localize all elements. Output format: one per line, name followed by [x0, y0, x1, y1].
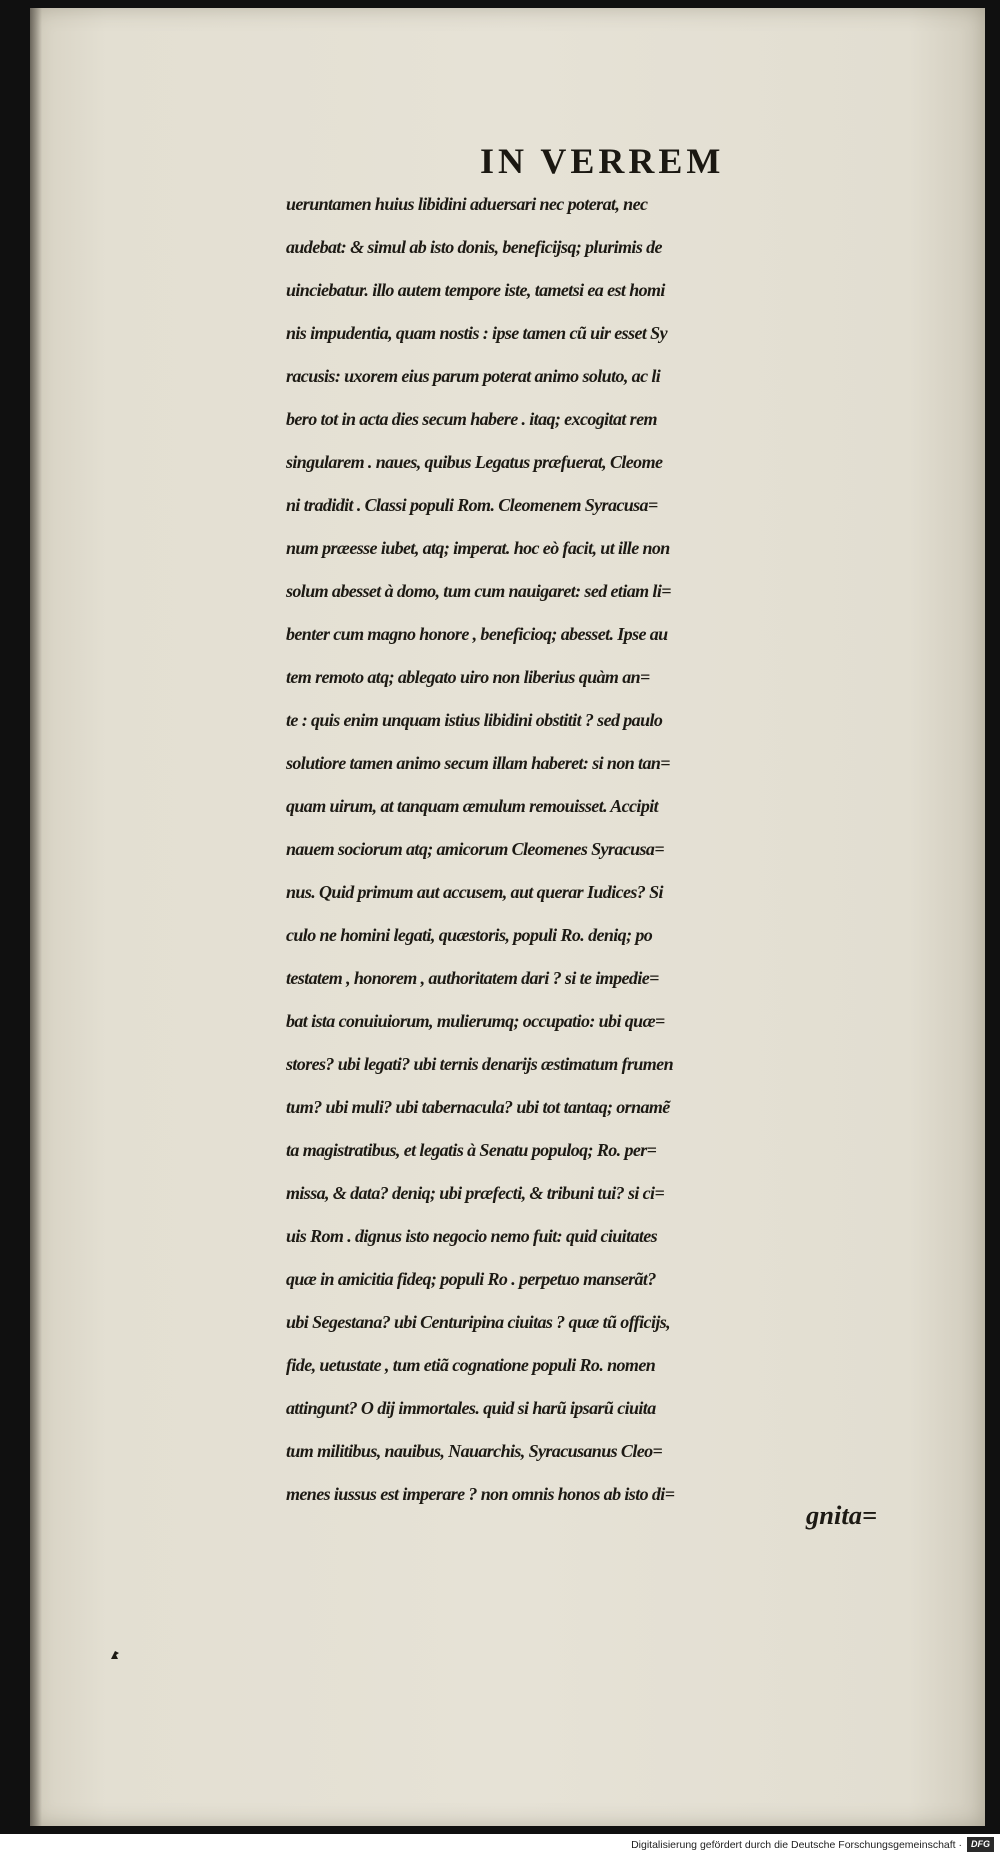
- body-text: [286, 183, 966, 1516]
- text-line: ta magistratibus, et legatis à Senatu populoq; Ro. per=: [286, 1140, 657, 1160]
- text-line: tum? ubi muli? ubi tabernacula? ubi tot tantaq; ornamẽ: [286, 1097, 670, 1117]
- text-line: solutiore tamen animo secum illam haberet: si non tan=: [286, 753, 670, 773]
- text-line: benter cum magno honore , beneficioq; abesset. Ipse au: [286, 624, 668, 644]
- text-line: ni tradidit . Classi populi Rom. Cleomenem Syracusa=: [286, 495, 658, 515]
- text-line: num præesse iubet, atq; imperat. hoc eò facit, ut ille non: [286, 538, 670, 558]
- text-line: nauem sociorum atq; amicorum Cleomenes Syracusa=: [286, 839, 664, 859]
- text-line: bero tot in acta dies secum habere . itaq; excogitat rem: [286, 409, 657, 429]
- text-line: nus. Quid primum aut accusem, aut querar Iudices? Si: [286, 882, 663, 902]
- text-line: testatem , honorem , authoritatem dari ? si te impedie=: [286, 968, 659, 988]
- running-head: IN VERREM: [480, 141, 725, 181]
- text-line: attingunt? O dij immortales. quid si harũ ipsarũ ciuita: [286, 1398, 656, 1418]
- text-line: audebat: & simul ab isto donis, beneficijsq; plurimis de: [286, 237, 662, 257]
- text-line: fide, uetustate , tum etiã cognatione populi Ro. nomen: [286, 1355, 656, 1375]
- text-line: ubi Segestana? ubi Centuripina ciuitas ? quæ tũ officijs,: [286, 1312, 671, 1332]
- text-line: quam uirum, at tanquam æmulum remouisset. Accipit: [286, 796, 659, 816]
- text-line: quæ in amicitia fideq; populi Ro . perpetuo manserãt?: [286, 1269, 656, 1289]
- text-line: ueruntamen huius libidini aduersari nec poterat, nec: [286, 194, 648, 214]
- catchword: gnita=: [806, 1500, 878, 1530]
- page-gutter-shadow: [30, 8, 42, 1826]
- text-line: stores? ubi legati? ubi ternis denarijs æstimatum frumen: [286, 1054, 673, 1074]
- ink-speck-mark: [109, 1647, 121, 1661]
- text-line: nis impudentia, quam nostis : ipse tamen cũ uir esset Sy: [286, 323, 667, 343]
- text-line: racusis: uxorem eius parum poterat animo soluto, ac li: [286, 366, 661, 386]
- text-line: uis Rom . dignus isto negocio nemo fuit: quid ciuitates: [286, 1226, 658, 1246]
- text-line: menes iussus est imperare ? non omnis honos ab isto di=: [286, 1484, 675, 1504]
- text-line: bat ista conuiuiorum, mulierumq; occupatio: ubi quæ=: [286, 1011, 665, 1031]
- text-line: missa, & data? deniq; ubi præfecti, & tribuni tui? si ci=: [286, 1183, 665, 1203]
- dfg-logo: DFG: [967, 1837, 994, 1852]
- text-line: tem remoto atq; ablegato uiro non liberius quàm an=: [286, 667, 650, 687]
- text-line: te : quis enim unquam istius libidini obstitit ? sed paulo: [286, 710, 663, 730]
- text-line: uinciebatur. illo autem tempore iste, tametsi ea est homi: [286, 280, 665, 300]
- text-line: tum militibus, nauibus, Nauarchis, Syracusanus Cleo=: [286, 1441, 663, 1461]
- text-line: solum abesset à domo, tum cum nauigaret: sed etiam li=: [286, 581, 671, 601]
- funding-credit: Digitalisierung gefördert durch die Deutsche Forschungsgemeinschaft ·: [631, 1839, 962, 1851]
- text-line: culo ne homini legati, quæstoris, populi Ro. deniq; po: [286, 925, 653, 945]
- text-line: singularem . naues, quibus Legatus præfuerat, Cleome: [286, 452, 663, 472]
- footer-bar: [0, 1834, 1000, 1858]
